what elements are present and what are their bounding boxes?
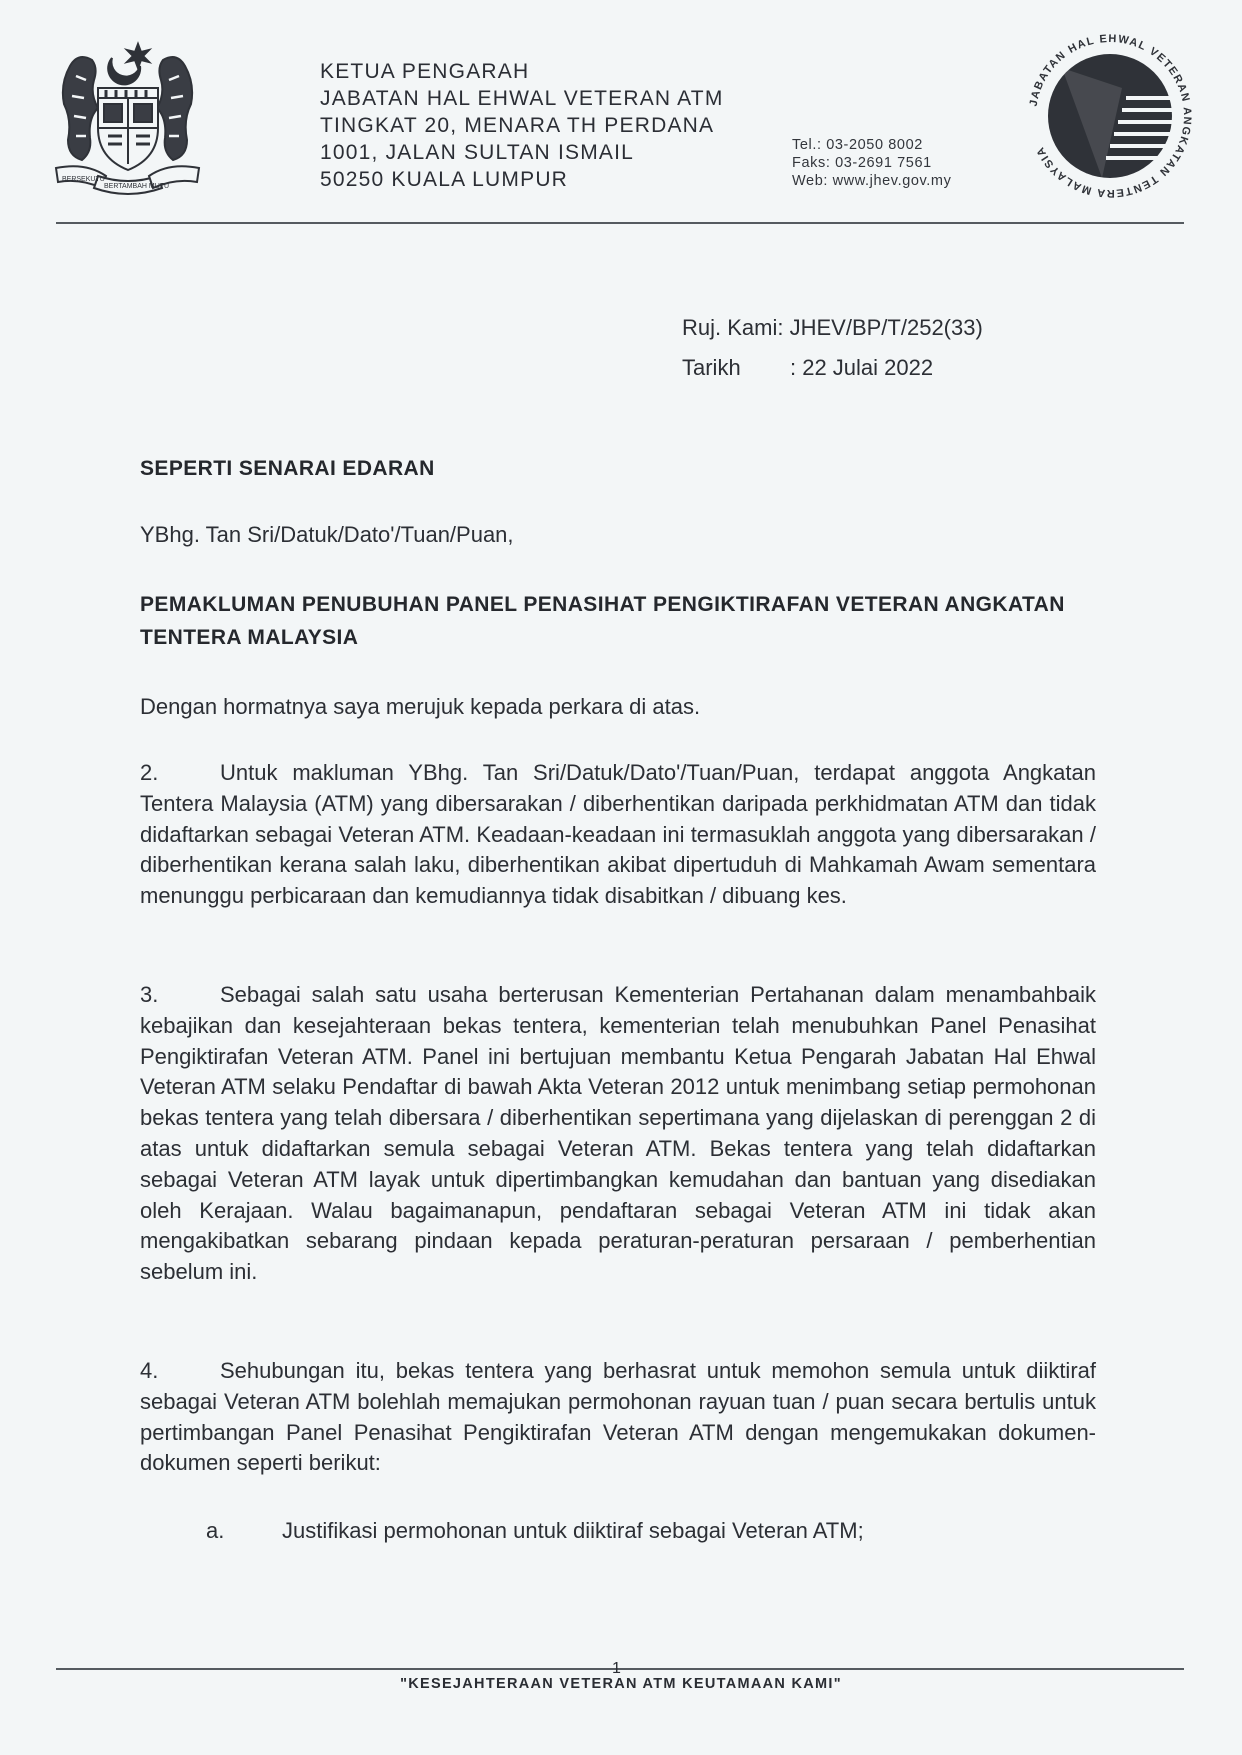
paragraph-3 [140,980,1096,1288]
contact-phone: Tel.: 03-2050 8002 [792,137,923,153]
seal-text: JABATAN HAL EHWAL VETERAN ANGKATAN TENTERA MALAYSIA [1027,32,1194,200]
list-item [206,1518,864,1544]
date-value: : 22 Julai 2022 [790,355,934,380]
header-divider [56,222,1184,224]
contact-web: Web: www.jhev.gov.my [792,173,952,189]
crest-ribbon-left: BERSEKUTU [62,176,105,183]
department-seal-icon [1022,28,1198,204]
paragraph-text: Sehubungan itu, bekas tentera yang berhasrat untuk memohon semula untuk diiktiraf sebagai Veteran ATM bolehlah memajukan permohonan rayuan tuan / puan secara bertulis untuk pertimbangan Panel Penasihat Pengiktirafan Veteran ATM dengan mengemukakan dokumen-dokumen seperti berikut: [140,1358,1096,1476]
contact-info [792,136,951,190]
ref-value: JHEV/BP/T/252(33) [789,315,983,340]
paragraph-text: Untuk makluman YBhg. Tan Sri/Datuk/Dato'/Tuan/Puan, terdapat anggota Angkatan Tentera Malaysia (ATM) yang dibersarakan / diberhentikan daripada perkhidmatan ATM dan tidak didaftarkan sebagai Veteran ATM. Keadaan-keadaan ini termasuklah anggota yang dibersarakan / diberhentikan kerana salah laku, diberhentikan akibat dipertuduh di Mahkamah Awam sementara menunggu perbicaraan dan kemudiannya tidak disabitkan / dibuang kes. [140,760,1096,909]
ref-label: Ruj. Kami: [682,315,784,340]
office-address [320,58,724,193]
paragraph-4 [140,1356,1096,1479]
opening-line: Dengan hormatnya saya merujuk kepada perkara di atas. [140,694,701,719]
contact-fax: Faks: 03-2691 7561 [792,155,932,171]
office-line: 1001, JALAN SULTAN ISMAIL [320,141,635,164]
list-item-text: Justifikasi permohonan untuk diiktiraf sebagai Veteran ATM; [282,1518,864,1543]
footer-motto: "KESEJAHTERAAN VETERAN ATM KEUTAMAAN KAMI" [400,1676,842,1692]
paragraph-2 [140,758,1096,912]
page-number: 1 [612,1660,621,1677]
paragraph-text: Sebagai salah satu usaha berterusan Kementerian Pertahanan dalam menambahbaik kebajikan dan kesejahteraan bekas tentera, kementerian telah menubuhkan Panel Penasihat Pengiktirafan Veteran ATM. Panel ini bertujuan membantu Ketua Pengarah Jabatan Hal Ehwal Veteran ATM selaku Pendaftar di bawah Akta Veteran 2012 untuk menimbang setiap permohonan bekas tentera yang telah dibersara / diberhentikan sepertimana yang dijelaskan di perenggan 2 di atas untuk didaftarkan semula sebagai Veteran ATM. Bekas tentera yang telah didaftarkan sebagai Veteran ATM layak untuk dipertimbangkan kemudahan dan bantuan yang disediakan oleh Kerajaan. Walau bagaimanapun, pendaftaran sebagai Veteran ATM ini tidak akan mengakibatkan sebarang pindaan kepada peraturan-peraturan persaraan / pemberhentian sebelum ini. [140,982,1096,1285]
paragraph-number: 2. [140,760,159,785]
salutation: YBhg. Tan Sri/Datuk/Dato'/Tuan/Puan, [140,522,514,547]
letter-subject: PEMAKLUMAN PENUBUHAN PANEL PENASIHAT PENGIKTIRAFAN VETERAN ANGKATAN TENTERA MALAYSIA [140,593,1065,649]
crest-ribbon-bottom: BERTAMBAH MUTU [104,183,170,190]
office-line: 50250 KUALA LUMPUR [320,168,569,191]
recipient-heading: SEPERTI SENARAI EDARAN [140,457,435,480]
office-line: KETUA PENGARAH [320,60,530,83]
list-item-letter: a. [206,1518,225,1543]
coat-of-arms-icon [50,36,205,201]
paragraph-number: 4. [140,1358,159,1383]
date-label: Tarikh [682,355,741,380]
reference-block [682,308,983,388]
paragraph-number: 3. [140,982,159,1007]
office-line: JABATAN HAL EHWAL VETERAN ATM [320,87,724,110]
office-line: TINGKAT 20, MENARA TH PERDANA [320,114,715,137]
